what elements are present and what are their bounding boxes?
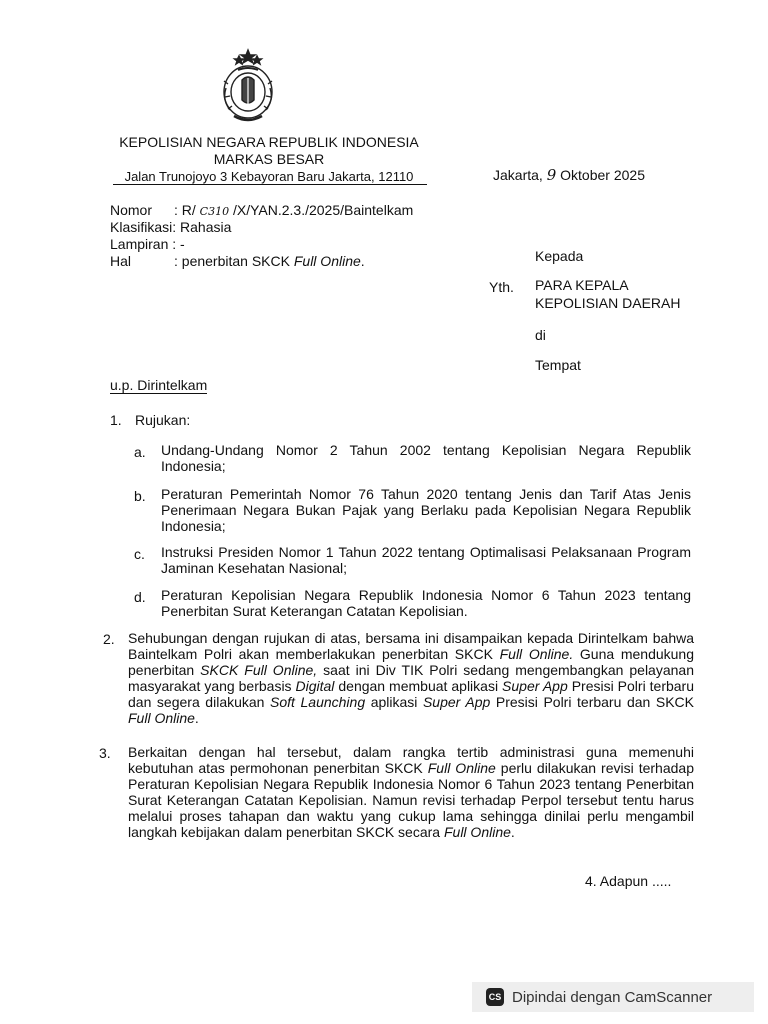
section3-number: 3. <box>99 745 111 761</box>
s2-italic-7: Full Online <box>128 710 195 726</box>
meta-nomor <box>110 202 413 220</box>
s2-text-6: aplikasi <box>365 694 423 710</box>
hal-value: : penerbitan SKCK <box>174 253 294 269</box>
section1-title: Rujukan: <box>135 412 191 428</box>
nomor-handwritten: C310 <box>199 205 230 218</box>
s3-text-1: Berkaitan dengan hal tersebut, dalam rangka tertib administrasi guna memenuhi kebutuhan atas permohonan penerbitan SKCK <box>128 744 694 776</box>
camscanner-logo-icon: CS <box>486 988 504 1006</box>
meta-klasifikasi <box>110 219 231 236</box>
s2-italic-6: Super App <box>422 694 491 710</box>
item-a-letter: a. <box>134 444 146 460</box>
s2-text-1: Sehubungan dengan rujukan di atas, bersama ini disampaikan kepada Dirintelkam bahwa Baintelkam Polri akan memberlakukan penerbitan SKCK <box>128 630 694 662</box>
lampiran-label: Lampiran : <box>110 236 177 252</box>
section1-number: 1. <box>110 412 122 428</box>
section2-number: 2. <box>103 631 115 647</box>
s3-italic-1: Full Online <box>427 760 496 776</box>
item-d-letter: d. <box>134 589 146 605</box>
item-d-text: Peraturan Kepolisian Negara Republik Indonesia Nomor 6 Tahun 2023 tentang Penerbitan Surat Keterangan Catatan Kepolisian. <box>161 587 691 619</box>
camscanner-watermark <box>472 982 754 1012</box>
nomor-label: Nomor <box>110 202 153 218</box>
continuation-marker: 4. Adapun ..... <box>585 873 672 889</box>
s2-italic-2: SKCK Full Online, <box>200 662 318 678</box>
letter-date <box>493 166 645 184</box>
lampiran-value: - <box>180 236 185 252</box>
s2-text-7: Presisi Polri terbaru dan SKCK <box>490 694 695 710</box>
s2-text-8: . <box>194 710 199 726</box>
addressee-kepada: Kepada <box>535 248 584 264</box>
section2-paragraph <box>128 630 694 726</box>
date-place: Jakarta, <box>493 167 543 183</box>
s3-text-2: perlu dilakukan revisi terhadap Peraturan Kepolisian Negara Republik Indonesia Nomor 6 Tahun 2023 tentang Penerbitan Surat Keterangan Catatan Kepolisian. Namun revisi terhadap Perpol tersebut tentu harus melalui proses tahapan dan waktu yang cukup lama sehingga dinilai perlu mengambil langkah kebijakan dalam penerbitan SKCK secara <box>128 760 694 840</box>
s2-italic-3: Digital <box>295 678 335 694</box>
s3-italic-2: Full Online <box>443 824 511 840</box>
item-c-text: Instruksi Presiden Nomor 1 Tahun 2022 tentang Optimalisasi Pelaksanaan Program Jaminan Kesehatan Nasional; <box>161 544 691 576</box>
police-emblem-icon <box>212 48 284 128</box>
s2-italic-5: Soft Launching <box>270 694 366 710</box>
addressee-yth: Yth. <box>489 279 514 295</box>
s2-italic-4: Super App <box>502 678 568 694</box>
addressee-line1: PARA KEPALA <box>535 277 629 293</box>
hal-value-end: . <box>360 253 365 269</box>
s3-text-3: . <box>510 824 515 840</box>
s2-italic-1: Full Online. <box>499 646 574 662</box>
letterhead-address: Jalan Trunojoyo 3 Kebayoran Baru Jakarta, 12110 <box>124 169 414 184</box>
nomor-prefix: : R/ <box>174 202 196 218</box>
addressee-tempat: Tempat <box>535 357 581 373</box>
s2-text-3: saat ini Div TIK Polri sedang mengembangkan pelayanan masyarakat yang berbasis <box>128 662 694 694</box>
item-a-text: Undang-Undang Nomor 2 Tahun 2002 tentang Kepolisian Negara Republik Indonesia; <box>161 442 691 474</box>
item-b-text: Peraturan Pemerintah Nomor 76 Tahun 2020 tentang Jenis dan Tarif Atas Jenis Penerimaan Negara Bukan Pajak yang Berlaku pada Kepolisian Negara Republik Indonesia; <box>161 486 691 534</box>
meta-lampiran <box>110 236 185 253</box>
addressee-line2: KEPOLISIAN DAERAH <box>535 295 681 311</box>
hal-value-italic: Full Online <box>293 253 361 269</box>
item-b-letter: b. <box>134 488 146 504</box>
section3-paragraph <box>128 744 694 840</box>
s2-text-2: Guna mendukung penerbitan <box>128 646 694 678</box>
letterhead-office: MARKAS BESAR <box>213 151 325 167</box>
klasifikasi-label: Klasifikasi: <box>110 219 177 235</box>
date-month-year: Oktober 2025 <box>560 167 645 183</box>
s2-text-5: Presisi Polri terbaru dan segera dilakukan <box>128 678 694 710</box>
date-day-handwritten: 9 <box>546 166 557 184</box>
hal-label: Hal <box>110 253 132 269</box>
nomor-suffix: /X/YAN.2.3./2025/Baintelkam <box>232 202 414 218</box>
camscanner-text: Dipindai dengan CamScanner <box>512 988 713 1006</box>
klasifikasi-value: Rahasia <box>180 219 232 235</box>
addressee-di: di <box>535 327 546 343</box>
meta-hal <box>110 253 365 270</box>
letterhead-institution: KEPOLISIAN NEGARA REPUBLIK INDONESIA <box>119 134 419 150</box>
item-c-letter: c. <box>134 546 145 562</box>
attention-line: u.p. Dirintelkam <box>110 377 208 393</box>
letterhead-divider <box>113 184 427 185</box>
s2-text-4: dengan membuat aplikasi <box>334 678 503 694</box>
